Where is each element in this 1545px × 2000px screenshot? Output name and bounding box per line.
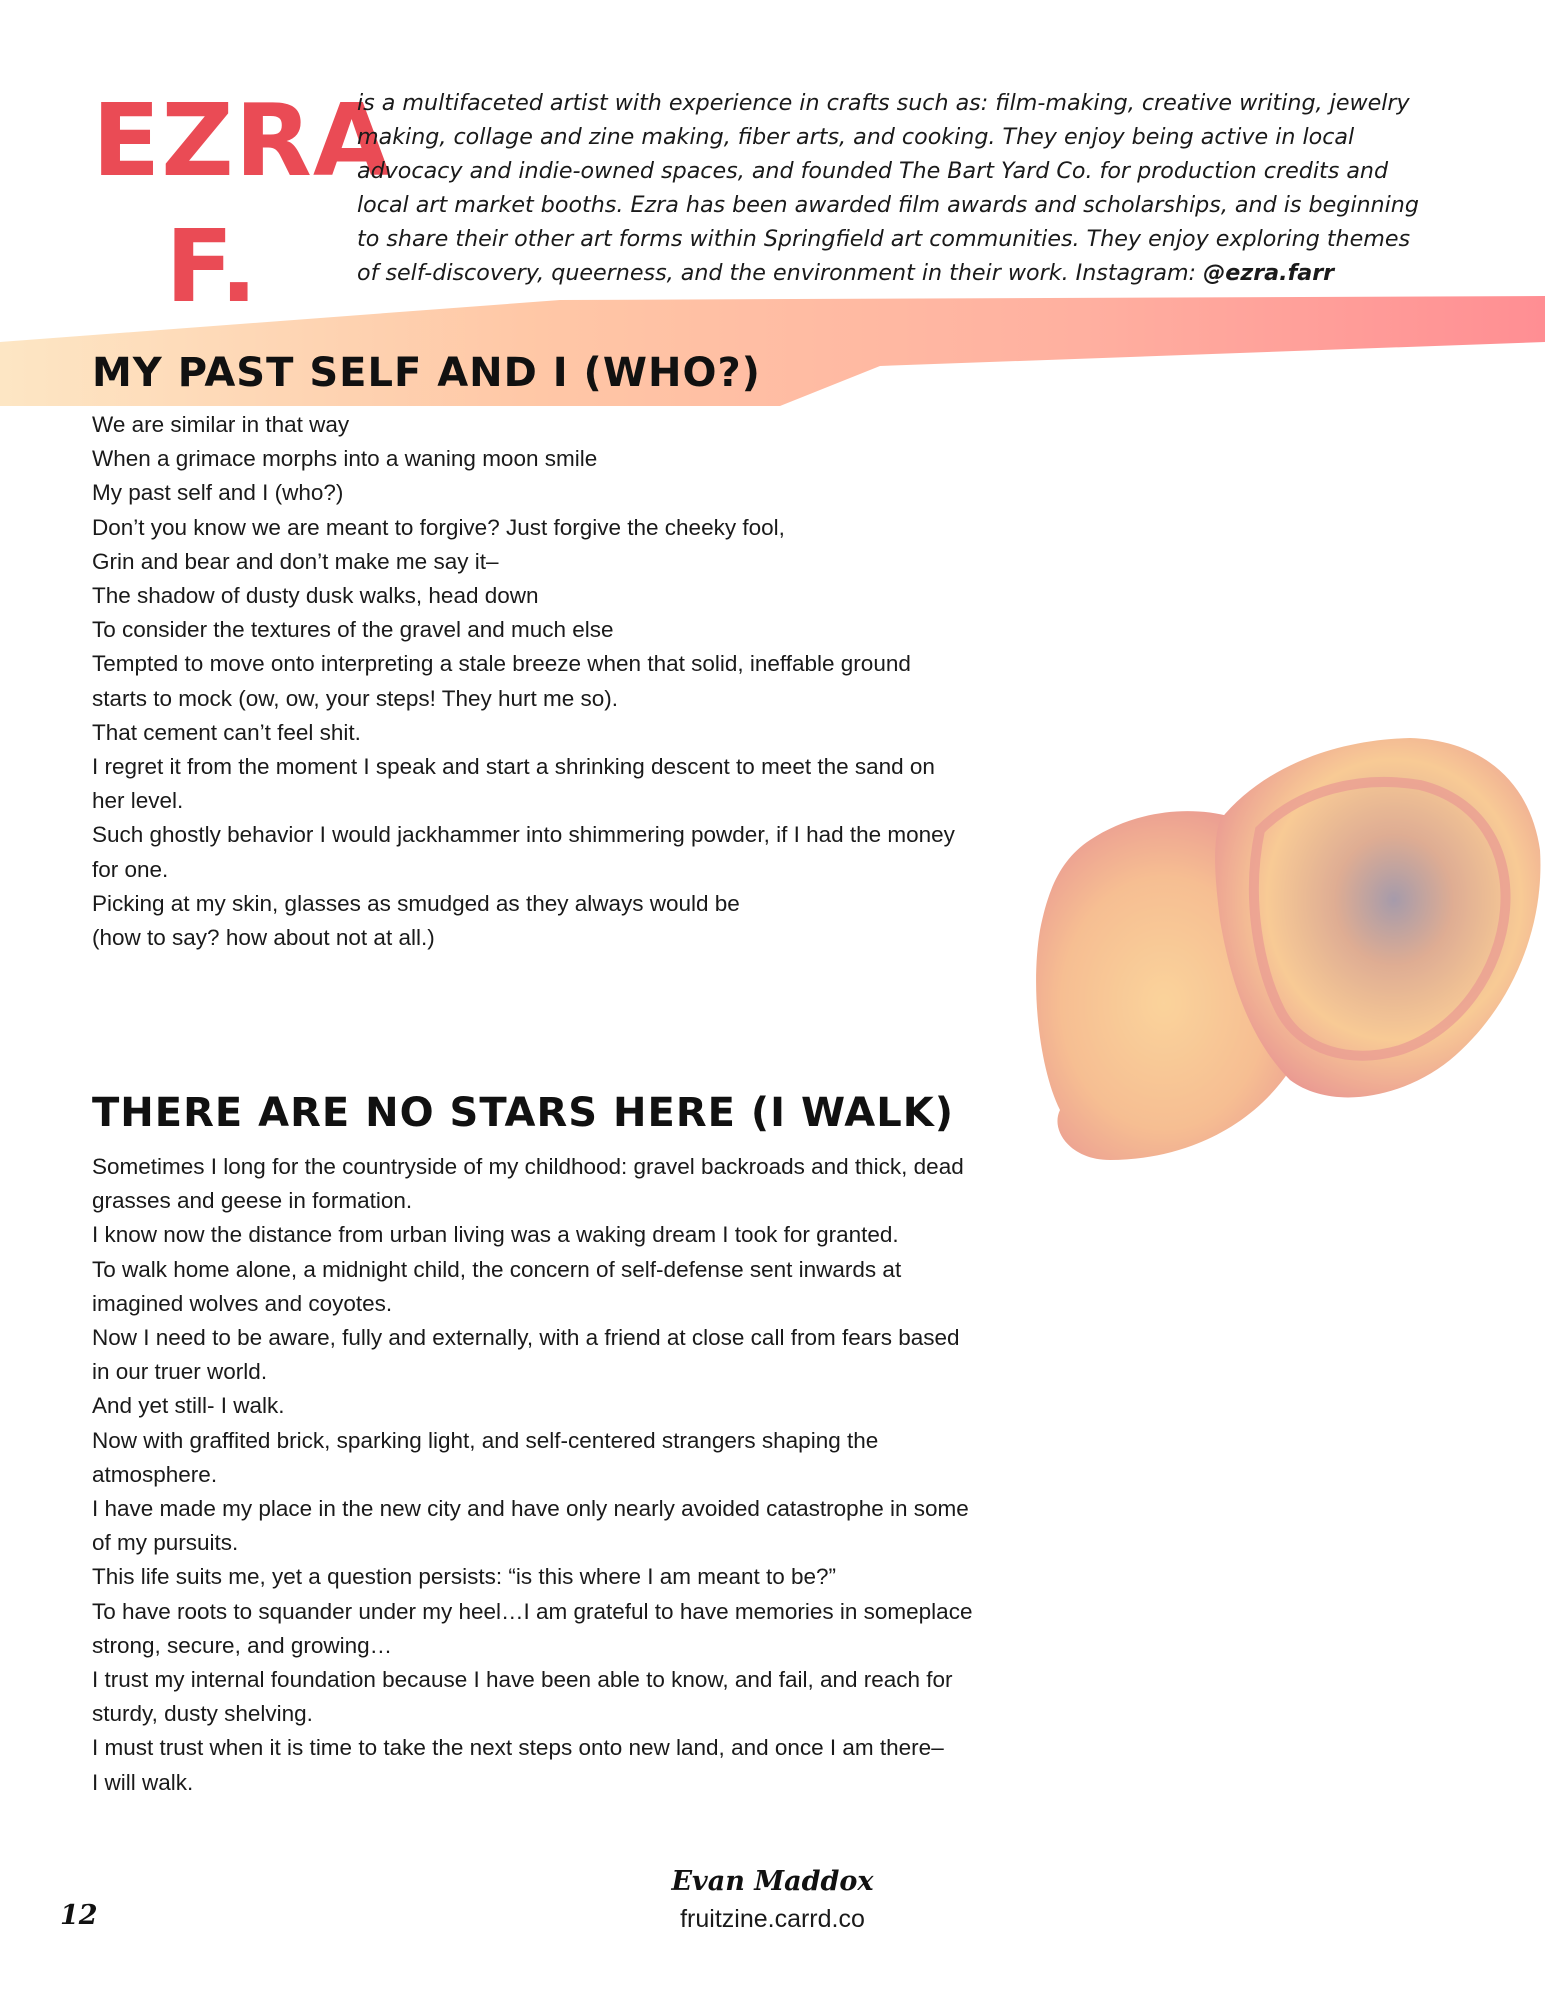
- poem-line: Sometimes I long for the countryside of my childhood: gravel backroads and thick, dead: [92, 1154, 964, 1179]
- poem-line: for one.: [92, 856, 169, 882]
- author-bio-text: is a multifaceted artist with experience in crafts such as: film-making, creative writing, jewelry making, collage and zine making, fiber arts, and cooking. They enjoy being active in local advocacy and indie-owned spaces, and founded The Bart Yard Co. for production credits and local art market booths. Ezra has been awarded film awards and scholarships, and is beginning to share their other art forms within Springfield art communities. They enjoy exploring themes of self-discovery, queerness, and the environment in their work. Instagram:: [357, 90, 1419, 286]
- poem-line: I must trust when it is time to take the next steps onto new land, and once I am there–: [92, 1735, 944, 1761]
- poem-line: starts to mock (ow, ow, your steps! They hurt me so).: [92, 685, 619, 711]
- poem-line: That cement can’t feel shit.: [92, 719, 361, 745]
- poem-line: I know now the distance from urban living was a waking dream I took for granted.: [92, 1222, 899, 1248]
- poem-1-body: [92, 408, 1082, 955]
- poem-line: To have roots to squander under my heel…I am grateful to have memories in someplace: [92, 1598, 973, 1624]
- poem-line: The shadow of dusty dusk walks, head down: [92, 583, 539, 609]
- footer-url-link[interactable]: fruitzine.carrd.co: [680, 1905, 865, 1933]
- poem-line: in our truer world.: [92, 1359, 268, 1385]
- poem-line: We are similar in that way: [92, 412, 350, 437]
- poem-2-body: [92, 1150, 1082, 1800]
- poem-line: And yet still- I walk.: [92, 1393, 285, 1419]
- footer-editor-name: Evan Maddox: [671, 1866, 874, 1897]
- poem-line: When a grimace morphs into a waning moon smile: [92, 446, 598, 472]
- poem-line: This life suits me, yet a question persists: “is this where I am meant to be?”: [92, 1564, 837, 1590]
- poem-line: imagined wolves and coyotes.: [92, 1290, 393, 1316]
- poem-line: of my pursuits.: [92, 1530, 239, 1556]
- poem-line: I trust my internal foundation because I have been able to know, and fail, and reach for: [92, 1667, 953, 1693]
- poem-line: grasses and geese in formation.: [92, 1188, 413, 1214]
- poem-line: Don’t you know we are meant to forgive? Just forgive the cheeky fool,: [92, 514, 785, 540]
- poem-line: Grin and bear and don’t make me say it–: [92, 548, 499, 574]
- poem-line: I have made my place in the new city and have only nearly avoided catastrophe in some: [92, 1496, 969, 1522]
- poem-1-title: MY PAST SELF AND I (WHO?): [92, 350, 761, 396]
- poem-line: strong, secure, and growing…: [92, 1632, 393, 1658]
- poem-line: sturdy, dusty shelving.: [92, 1701, 313, 1727]
- poem-line: Now with graffited brick, sparking light, and self-centered strangers shaping the: [92, 1427, 879, 1453]
- instagram-handle[interactable]: @ezra.farr: [1203, 260, 1335, 286]
- poem-line: I will walk.: [92, 1769, 194, 1795]
- author-name: [92, 78, 392, 330]
- author-first-name: EZRA: [92, 82, 392, 199]
- poem-line: To walk home alone, a midnight child, the concern of self-defense sent inwards at: [92, 1256, 902, 1282]
- poem-line: Picking at my skin, glasses as smudged as they always would be: [92, 890, 740, 916]
- peach-illustration: [1030, 730, 1545, 1180]
- poem-line: My past self and I (who?): [92, 480, 344, 506]
- poem-line: (how to say? how about not at all.): [92, 925, 435, 951]
- poem-line: atmosphere.: [92, 1461, 218, 1487]
- author-last-initial: F.: [165, 208, 259, 325]
- page-number: 12: [60, 1900, 98, 1931]
- poem-line: her level.: [92, 788, 184, 814]
- poem-line: Such ghostly behavior I would jackhammer into shimmering powder, if I had the money: [92, 822, 955, 848]
- poem-line: To consider the textures of the gravel and much else: [92, 617, 614, 643]
- poem-2-title: THERE ARE NO STARS HERE (I WALK): [92, 1090, 955, 1136]
- poem-line: Tempted to move onto interpreting a stale breeze when that solid, ineffable ground: [92, 651, 911, 677]
- author-bio: [357, 86, 1437, 290]
- poem-line: Now I need to be aware, fully and externally, with a friend at close call from fears based: [92, 1325, 960, 1351]
- poem-line: I regret it from the moment I speak and start a shrinking descent to meet the sand on: [92, 754, 935, 780]
